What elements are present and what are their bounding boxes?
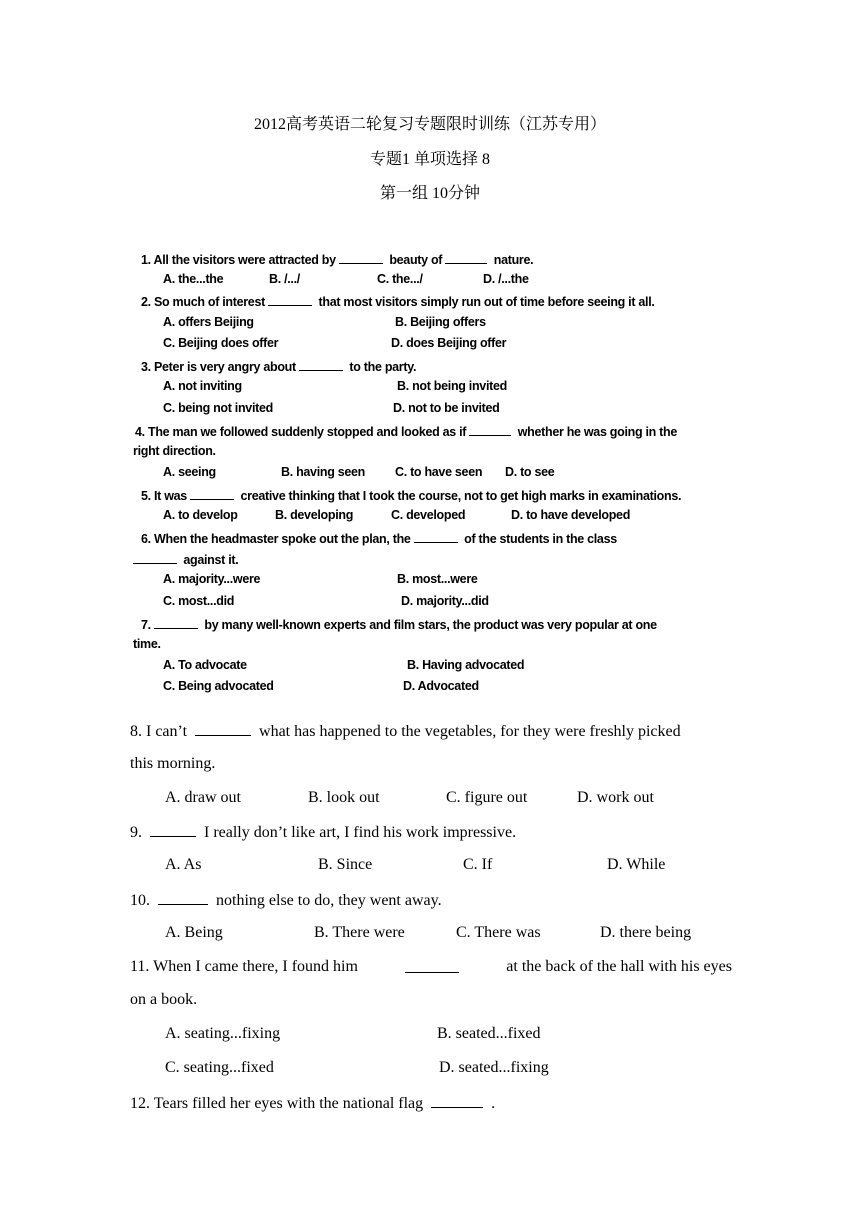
answer-blank <box>190 487 234 500</box>
answer-blank <box>158 890 208 905</box>
question-10-option-a: A. Being <box>165 924 223 941</box>
question-11-option-d: D. seated...fixing <box>439 1059 549 1076</box>
question-1-option-c: C. the.../ <box>377 272 423 286</box>
answer-blank <box>445 251 487 264</box>
question-11-option-b: B. seated...fixed <box>437 1025 541 1042</box>
question-4-option-a: A. seeing <box>163 465 216 479</box>
question-11-stem-cont: on a book. <box>130 991 198 1008</box>
question-5-option-b: B. developing <box>275 508 354 522</box>
question-8-option-c: C. figure out <box>446 789 528 806</box>
question-2-option-c: C. Beijing does offer <box>163 336 279 350</box>
question-4-option-c: C. to have seen <box>395 465 483 479</box>
question-3-option-c: C. being not invited <box>163 401 273 415</box>
question-6-option-b: B. most...were <box>397 572 478 586</box>
answer-blank <box>339 251 383 264</box>
question-9-option-d: D. While <box>607 856 666 873</box>
question-5-stem: 5. It was creative thinking that I took the course, not to get high marks in examinations. <box>141 489 682 503</box>
question-4-option-b: B. having seen <box>281 465 366 479</box>
question-6-option-d: D. majority...did <box>401 594 489 608</box>
answer-blank <box>299 358 343 371</box>
question-10-option-d: D. there being <box>600 924 692 941</box>
question-10-option-c: C. There was <box>456 924 541 941</box>
question-6-option-c: C. most...did <box>163 594 235 608</box>
question-9-option-b: B. Since <box>318 856 373 873</box>
question-8-option-a: A. draw out <box>165 789 241 806</box>
question-1-stem: 1. All the visitors were attracted by beauty of nature. <box>141 253 534 267</box>
question-3-option-a: A. not inviting <box>163 379 242 393</box>
answer-blank <box>154 616 198 629</box>
answer-blank <box>414 530 458 543</box>
question-7-option-a: A. To advocate <box>163 658 247 672</box>
answer-blank <box>431 1093 483 1108</box>
answer-blank <box>268 293 312 306</box>
question-7-option-d: D. Advocated <box>403 679 479 693</box>
question-1-option-d: D. /...the <box>483 272 529 286</box>
question-2-option-a: A. offers Beijing <box>163 315 254 329</box>
question-8-stem-cont: this morning. <box>130 755 216 772</box>
question-10-option-b: B. There were <box>314 924 405 941</box>
question-9-stem: 9. I really don’t like art, I find his work impressive. <box>130 824 517 841</box>
question-1-option-b: B. /.../ <box>269 272 300 286</box>
question-7-stem-cont: time. <box>133 637 161 651</box>
topic-subtitle: 专题1 单项选择 8 <box>369 151 490 168</box>
question-11-stem: 11. When I came there, I found him at the back of the hall with his eyes <box>130 958 732 975</box>
question-12-stem: 12. Tears filled her eyes with the national flag . <box>130 1095 496 1112</box>
question-4-stem: 4. The man we followed suddenly stopped and looked as if whether he was going in the <box>135 425 677 439</box>
question-8-option-b: B. look out <box>308 789 380 806</box>
question-2-option-b: B. Beijing offers <box>395 315 486 329</box>
page-title: 2012高考英语二轮复习专题限时训练（江苏专用） <box>253 116 606 133</box>
question-11-option-c: C. seating...fixed <box>165 1059 274 1076</box>
answer-blank <box>195 721 251 736</box>
question-3-stem: 3. Peter is very angry about to the party. <box>141 360 417 374</box>
question-5-option-c: C. developed <box>391 508 466 522</box>
question-7-option-b: B. Having advocated <box>407 658 525 672</box>
question-4-stem-cont: right direction. <box>133 444 216 458</box>
question-7-stem: 7. by many well-known experts and film stars, the product was very popular at one <box>141 618 657 632</box>
question-8-option-d: D. work out <box>577 789 654 806</box>
question-3-option-b: B. not being invited <box>397 379 507 393</box>
question-3-option-d: D. not to be invited <box>393 401 500 415</box>
question-6-option-a: A. majority...were <box>163 572 261 586</box>
question-6-stem-cont: against it. <box>133 551 238 567</box>
question-2-stem: 2. So much of interest that most visitors simply run out of time before seeing it all. <box>141 295 655 309</box>
question-8-stem: 8. I can’t what has happened to the vegetables, for they were freshly picked <box>130 723 681 740</box>
question-4-option-d: D. to see <box>505 465 555 479</box>
question-5-option-a: A. to develop <box>163 508 238 522</box>
question-9-option-a: A. As <box>165 856 202 873</box>
question-9-option-c: C. If <box>463 856 493 873</box>
question-5-option-d: D. to have developed <box>511 508 631 522</box>
answer-blank <box>405 958 459 973</box>
question-11-option-a: A. seating...fixing <box>165 1025 281 1042</box>
question-2-option-d: D. does Beijing offer <box>391 336 507 350</box>
question-10-stem: 10. nothing else to do, they went away. <box>130 892 442 909</box>
answer-blank <box>133 551 177 564</box>
question-7-option-c: C. Being advocated <box>163 679 274 693</box>
group-label: 第一组 10分钟 <box>379 185 480 202</box>
answer-blank <box>150 822 196 837</box>
question-6-stem: 6. When the headmaster spoke out the plan, the of the students in the class <box>141 532 617 546</box>
question-1-option-a: A. the...the <box>163 272 224 286</box>
answer-blank <box>469 423 511 436</box>
